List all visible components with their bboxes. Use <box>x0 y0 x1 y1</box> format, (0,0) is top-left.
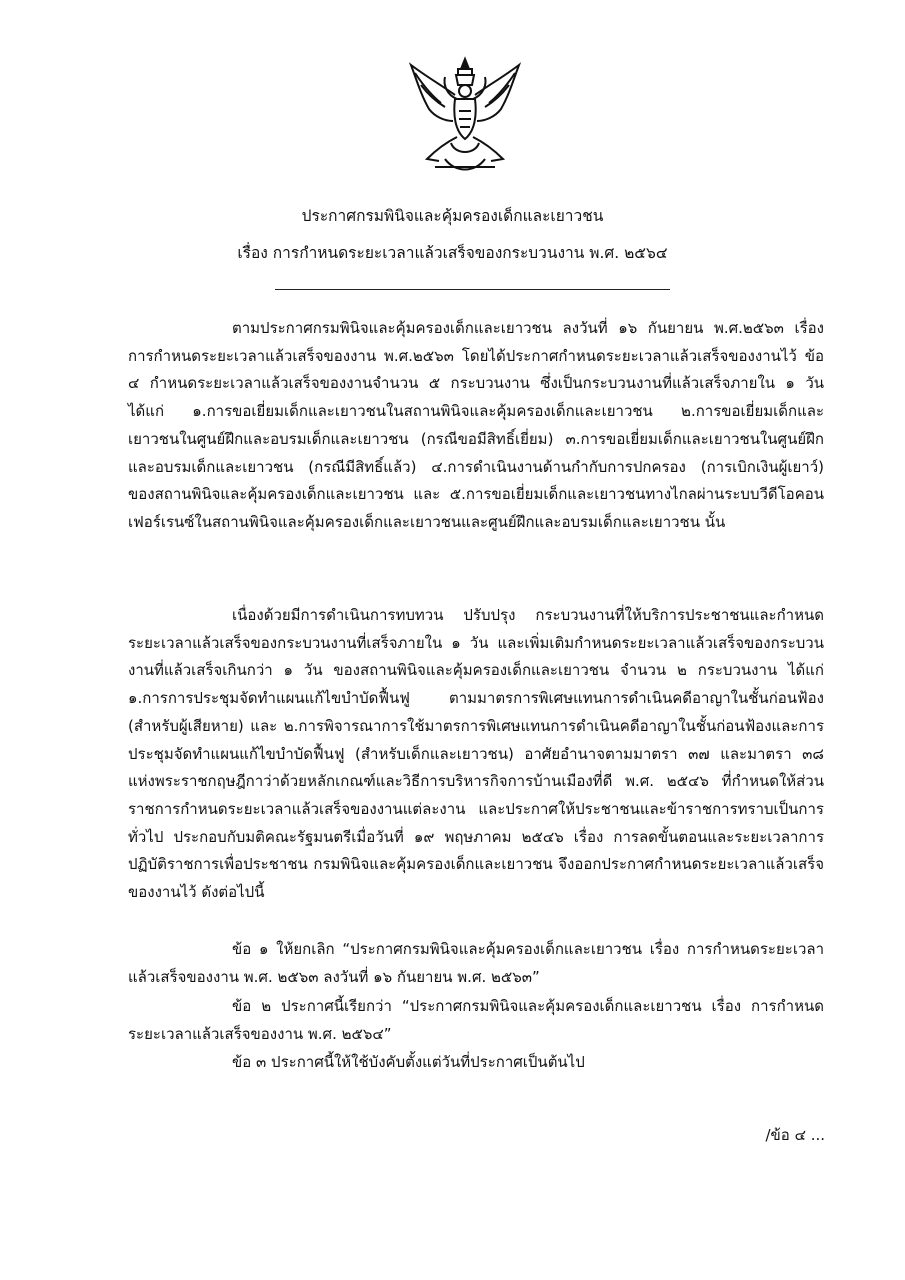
paragraph-reasoning: เนื่องด้วยมีการดำเนินการทบทวน ปรับปรุง กระบวนงานที่ให้บริการประชาชนและกำหนดระยะเวลาแล้วเสร็จของกระบวนงานที่เสร็จภายใน ๑ วัน และเพิ่มเติมกำหนดระยะเวลาแล้วเสร็จของกระบวนงานที่แล้วเสร็จเกินกว่า ๑ วัน ของสถานพินิจและคุ้มครองเด็กและเยาวชน จำนวน ๒ กระบวนงาน ได้แก่ ๑.การการประชุมจัดทำแผนแก้ไขบำบัดฟื้นฟู ตามมาตรการพิเศษแทนการดำเนินคดีอาญาในชั้นก่อนฟ้อง (สำหรับผู้เสียหาย) และ ๒.การพิจารณาการใช้มาตรการพิเศษแทนการดำเนินคดีอาญาในชั้นก่อนฟ้องและการประชุมจัดทำแผนแก้ไขบำบัดฟื้นฟู (สำหรับเด็กและเยาวชน) อาศัยอำนาจตามมาตรา ๓๗ และมาตรา ๓๘ แห่งพระราชกฤษฎีกาว่าด้วยหลักเกณฑ์และวิธีการบริหารกิจการบ้านเมืองที่ดี พ.ศ. ๒๕๔๖ ที่กำหนดให้ส่วนราชการกำหนดระยะเวลาแล้วเสร็จของงานแต่ละงาน และประกาศให้ประชาชนและข้าราชการทราบเป็นการทั่วไป ประกอบกับมติคณะรัฐมนตรีเมื่อวันที่ ๑๙ พฤษภาคม ๒๕๔๖ เรื่อง การลดขั้นตอนและระยะเวลาการปฏิบัติราชการเพื่อประชาชน กรมพินิจและคุ้มครองเด็กและเยาวชน จึงออกประกาศกำหนดระยะเวลาแล้วเสร็จของงานไว้ ดังต่อไปนี้ <box>128 606 824 902</box>
clause-3: ข้อ ๓ ประกาศนี้ให้ใช้บังคับตั้งแต่วันที่ประกาศเป็นต้นไป <box>232 1053 585 1071</box>
clause-2: ข้อ ๒ ประกาศนี้เรียกว่า “ประกาศกรมพินิจและคุ้มครองเด็กและเยาวชน เรื่อง การกำหนดระยะเวลาแล้วเสร็จของงาน พ.ศ. ๒๕๖๔” <box>128 997 824 1043</box>
paragraph-background: ตามประกาศกรมพินิจและคุ้มครองเด็กและเยาวชน ลงวันที่ ๑๖ กันยายน พ.ศ.๒๕๖๓ เรื่อง การกำหนดระยะเวลาแล้วเสร็จของงาน พ.ศ.๒๕๖๓ โดยได้ประกาศกำหนดระยะเวลาแล้วเสร็จของงานไว้ ข้อ ๔ กำหนดระยะเวลาแล้วเสร็จของงานจำนวน ๕ กระบวนงาน ซึ่งเป็นกระบวนงานที่แล้วเสร็จภายใน ๑ วัน ได้แก่ ๑.การขอเยี่ยมเด็กและเยาวชนในสถานพินิจและคุ้มครองเด็กและเยาวชน ๒.การขอเยี่ยมเด็กและเยาวชนในศูนย์ฝึกและอบรมเด็กและเยาวชน (กรณีขอมีสิทธิ์เยี่ยม) ๓.การขอเยี่ยมเด็กและเยาวชนในศูนย์ฝึกและอบรมเด็กและเยาวชน (กรณีมีสิทธิ์แล้ว) ๔.การดำเนินงานด้านกำกับการปกครอง (การเบิกเงินผู้เยาว์) ของสถานพินิจและคุ้มครองเด็กและเยาวชน และ ๕.การขอเยี่ยมเด็กและเยาวชนทางไกลผ่านระบบวีดีโอคอนเฟอร์เรนซ์ในสถานพินิจและคุ้มครองเด็กและเยาวชนและศูนย์ฝึกและอบรมเด็กและเยาวชน นั้น <box>128 319 824 531</box>
garuda-emblem-icon <box>405 55 525 179</box>
clause-1: ข้อ ๑ ให้ยกเลิก “ประกาศกรมพินิจและคุ้มครองเด็กและเยาวชน เรื่อง การกำหนดระยะเวลาแล้วเสร็จของงาน พ.ศ. ๒๕๖๓ ลงวันที่ ๑๖ กันยายน พ.ศ. ๒๕๖๓” <box>128 940 824 986</box>
announcement-subject: เรื่อง การกำหนดระยะเวลาแล้วเสร็จของกระบวนงาน พ.ศ. ๒๕๖๔ <box>237 244 668 262</box>
title-divider <box>275 289 670 290</box>
page-continuation: /ข้อ ๔ ... <box>765 1126 825 1144</box>
announcement-title: ประกาศกรมพินิจและคุ้มครองเด็กและเยาวชน <box>301 207 604 225</box>
